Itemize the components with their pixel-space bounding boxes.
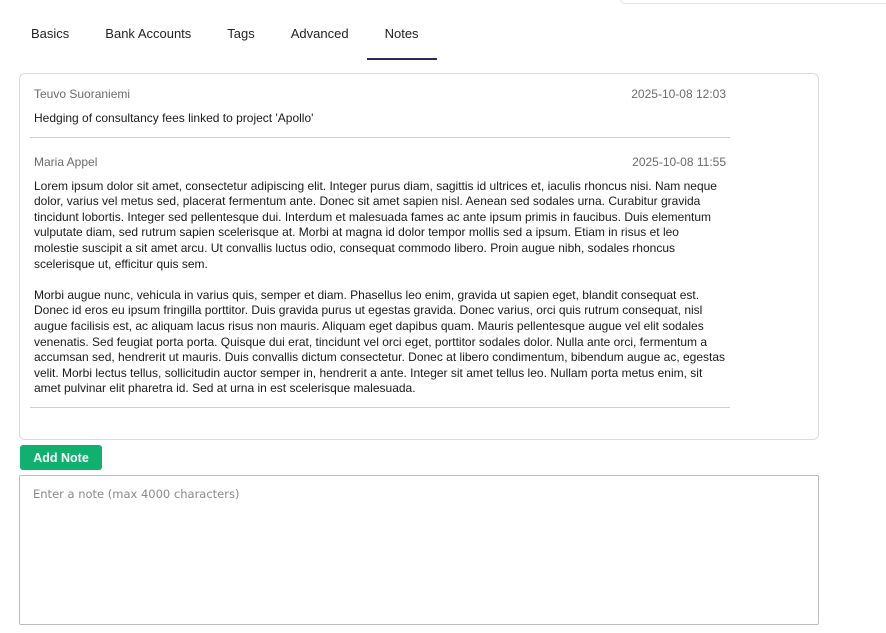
- note-paragraph: Lorem ipsum dolor sit amet, consectetur adipiscing elit. Integer purus diam, sagittis id ultrices et, iaculis rhoncus nisi. Nam neque dolor, varius vel metus sed, placerat fermentum ante. Donec sit amet sapien nisl. Aenean sed sodales urna. Curabitur gravida tincidunt lobortis. Integer sed pellentesque dui. Interdum et malesuada fames ac ante ipsum primis in faucibus. Duis elementum vulputate diam, sed rutrum sapien scelerisque at. Morbi at magna id dolor tempor mollis sed a ipsum. Etiam in risus et leo molestie suscipit a sit amet arcu. Ut convallis luctus odio, consequat commodo libero. Proin augue nibh, sodales rhoncus scelerisque ut, efficitur quis sem.: [34, 178, 717, 271]
- note-paragraph: Hedging of consultancy fees linked to project 'Apollo': [34, 111, 314, 125]
- note-input[interactable]: [19, 475, 819, 625]
- note-item: [30, 138, 730, 408]
- note-paragraph: Morbi augue nunc, vehicula in varius quis, semper et diam. Phasellus leo enim, gravida ut sapien eget, blandit consequat est. Donec id eros eu ipsum fringilla porttitor. Duis gravida purus ut egestas gravida. Donec varius, orci quis rutrum consequat, nisl augue facilisis est, ac aliquam lacus risus non mauris. Aliquam eget dapibus quam. Mauris pellentesque augue vel elit sodales venenatis. Sed feugiat porta porta. Quisque dui erat, tincidunt vel orci eget, porttitor sodales dolor. Nulla ante orci, fermentum a accumsan sed, hendrerit ut mauris. Duis convallis dictum consectetur. Donec at libero condimentum, bibendum augue ac, egestas velit. Morbi lectus tellus, sollicitudin auctor semper in, hendrerit a ante. Integer sit amet tellus leo. Nullam porta metus enim, sit amet pulvinar elit pharetra id. Sed at urna in est scelerisque malesuada.: [34, 287, 726, 396]
- note-header: [34, 87, 726, 101]
- tab-advanced[interactable]: Advanced: [290, 26, 349, 41]
- note-timestamp: 2025-10-08 12:03: [631, 87, 726, 101]
- top-right-panel-edge: [620, 0, 886, 4]
- tab-basics[interactable]: Basics: [31, 26, 70, 41]
- add-note-button[interactable]: Add Note: [20, 445, 102, 470]
- note-item: [30, 74, 730, 138]
- note-body: [34, 179, 726, 397]
- tab-bank-accounts[interactable]: Bank Accounts: [105, 26, 192, 41]
- note-body: [34, 111, 726, 127]
- tab-notes[interactable]: Notes: [367, 14, 437, 60]
- note-header: [34, 155, 726, 169]
- notes-list[interactable]: [19, 73, 819, 440]
- tab-tags[interactable]: Tags: [227, 26, 255, 41]
- note-author: Teuvo Suoraniemi: [34, 87, 131, 101]
- tab-bar: [13, 14, 437, 60]
- note-timestamp: 2025-10-08 11:55: [632, 154, 726, 169]
- note-author: Maria Appel: [34, 154, 98, 169]
